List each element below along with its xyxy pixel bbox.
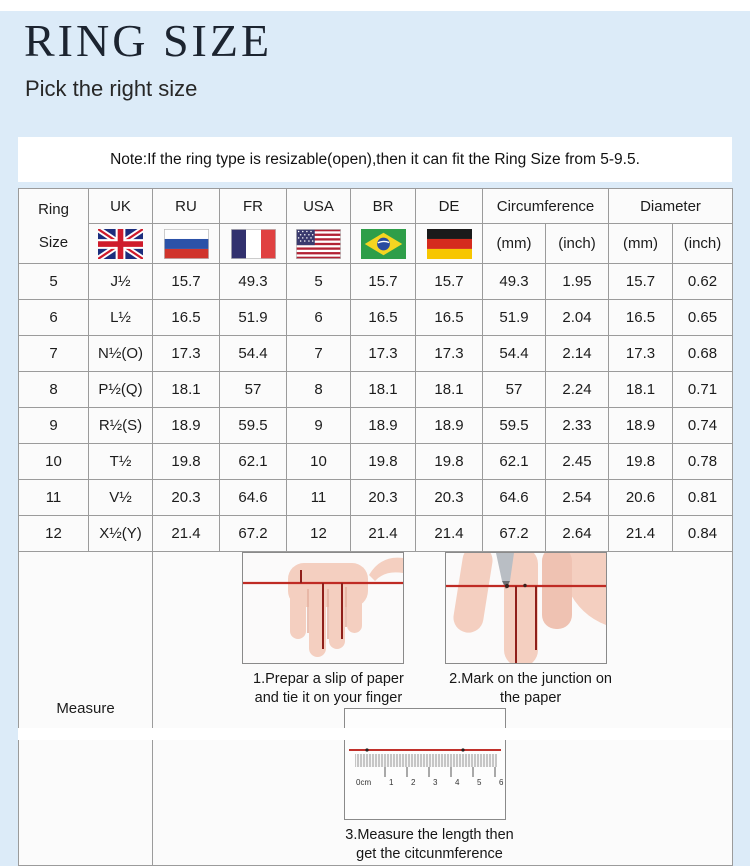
cell-br: 17.3: [351, 336, 416, 372]
header-diameter-inch: (inch): [673, 224, 733, 264]
header-br: BR: [351, 189, 416, 224]
cell-circumference-mm: 67.2: [483, 516, 546, 552]
cell-usa: 9: [287, 408, 351, 444]
cell-diameter-inch: 0.81: [673, 480, 733, 516]
cell-usa: 10: [287, 444, 351, 480]
table-row: [19, 264, 733, 300]
uk-flag-cell: [89, 224, 153, 264]
cell-usa: 8: [287, 372, 351, 408]
usa-flag-cell: [287, 224, 351, 264]
ruler-label-4: 4: [454, 778, 459, 788]
br-flag-cell: [351, 224, 416, 264]
cell-fr: 64.6: [220, 480, 287, 516]
header-de: DE: [416, 189, 483, 224]
ruler-label-6: 6: [498, 778, 503, 788]
top-white-strip: [0, 0, 750, 11]
header-ring-size-line2: Size: [38, 234, 69, 251]
cell-ru: 18.1: [153, 372, 220, 408]
header-uk: UK: [89, 189, 153, 224]
cell-br: 20.3: [351, 480, 416, 516]
cell-fr: 59.5: [220, 408, 287, 444]
ruler-label-3: 3: [432, 778, 437, 788]
ruler-illustration: [344, 708, 506, 820]
cell-diameter-mm: 18.1: [609, 372, 673, 408]
step-2-caption: 2.Mark on the junction on the paper: [449, 671, 612, 707]
table-row: [19, 372, 733, 408]
cell-de: 16.5: [416, 300, 483, 336]
uk-flag-icon: [98, 229, 143, 259]
ruler-label-5: 5: [476, 778, 481, 788]
header-circumference-inch: (inch): [546, 224, 609, 264]
cell-br: 18.9: [351, 408, 416, 444]
cell-circumference-inch: 1.95: [546, 264, 609, 300]
measure-step-1: [242, 552, 414, 708]
cell-diameter-inch: 0.65: [673, 300, 733, 336]
cell-ru: 15.7: [153, 264, 220, 300]
de-flag-cell: [416, 224, 483, 264]
cell-usa: 7: [287, 336, 351, 372]
header-circumference-mm: (mm): [483, 224, 546, 264]
cell-uk: R½(S): [89, 408, 153, 444]
cell-ru: 17.3: [153, 336, 220, 372]
cell-de: 15.7: [416, 264, 483, 300]
cell-ring-size: 12: [19, 516, 89, 552]
cell-circumference-mm: 51.9: [483, 300, 546, 336]
step-3-caption: 3.Measure the length then get the citcunmference: [345, 827, 514, 863]
header-fr: FR: [220, 189, 287, 224]
cell-br: 16.5: [351, 300, 416, 336]
measure-row: [19, 552, 733, 866]
cell-ring-size: 7: [19, 336, 89, 372]
cell-ring-size: 11: [19, 480, 89, 516]
header-ring-size-line1: Ring: [38, 201, 69, 218]
table-row: [19, 516, 733, 552]
table-row: [19, 300, 733, 336]
cell-diameter-mm: 18.9: [609, 408, 673, 444]
cell-fr: 67.2: [220, 516, 287, 552]
cell-br: 19.8: [351, 444, 416, 480]
bottom-white-strip: [18, 728, 732, 740]
cell-usa: 12: [287, 516, 351, 552]
cell-br: 15.7: [351, 264, 416, 300]
cell-circumference-inch: 2.04: [546, 300, 609, 336]
table-row: [19, 480, 733, 516]
cell-usa: 11: [287, 480, 351, 516]
cell-diameter-mm: 19.8: [609, 444, 673, 480]
cell-uk: T½: [89, 444, 153, 480]
mark-junction-illustration: [445, 552, 607, 664]
cell-fr: 51.9: [220, 300, 287, 336]
cell-de: 18.9: [416, 408, 483, 444]
table-header-row-2: [19, 224, 733, 264]
cell-diameter-inch: 0.71: [673, 372, 733, 408]
cell-diameter-mm: 15.7: [609, 264, 673, 300]
cell-fr: 54.4: [220, 336, 287, 372]
ring-size-table: [18, 188, 733, 866]
cell-ru: 16.5: [153, 300, 220, 336]
table-row: [19, 408, 733, 444]
header-diameter-mm: (mm): [609, 224, 673, 264]
cell-circumference-mm: 57: [483, 372, 546, 408]
measure-step-2: [445, 552, 617, 708]
cell-diameter-mm: 16.5: [609, 300, 673, 336]
table-header-row-1: [19, 189, 733, 224]
page-title: RING SIZE: [24, 15, 273, 66]
ruler-label-1: 1: [388, 778, 393, 788]
cell-fr: 62.1: [220, 444, 287, 480]
cell-diameter-inch: 0.74: [673, 408, 733, 444]
cell-diameter-mm: 21.4: [609, 516, 673, 552]
note-banner: [18, 137, 732, 182]
cell-circumference-mm: 59.5: [483, 408, 546, 444]
fr-flag-icon: [231, 229, 276, 259]
ruler-label-2: 2: [410, 778, 415, 788]
cell-ru: 21.4: [153, 516, 220, 552]
cell-de: 17.3: [416, 336, 483, 372]
cell-diameter-inch: 0.84: [673, 516, 733, 552]
cell-fr: 57: [220, 372, 287, 408]
cell-uk: N½(O): [89, 336, 153, 372]
cell-ring-size: 10: [19, 444, 89, 480]
usa-flag-icon: [296, 229, 341, 259]
cell-ring-size: 5: [19, 264, 89, 300]
cell-circumference-mm: 54.4: [483, 336, 546, 372]
cell-uk: P½(Q): [89, 372, 153, 408]
cell-circumference-mm: 64.6: [483, 480, 546, 516]
step-1-caption: 1.Prepar a slip of paper and tie it on your finger: [253, 671, 404, 707]
cell-diameter-mm: 20.6: [609, 480, 673, 516]
cell-br: 18.1: [351, 372, 416, 408]
cell-br: 21.4: [351, 516, 416, 552]
cell-circumference-inch: 2.45: [546, 444, 609, 480]
ru-flag-cell: [153, 224, 220, 264]
cell-ring-size: 6: [19, 300, 89, 336]
cell-de: 18.1: [416, 372, 483, 408]
header-usa: USA: [287, 189, 351, 224]
cell-circumference-inch: 2.54: [546, 480, 609, 516]
note-text: Note:If the ring type is resizable(open),then it can fit the Ring Size from 5-9.5.: [110, 150, 640, 168]
cell-de: 19.8: [416, 444, 483, 480]
cell-circumference-inch: 2.24: [546, 372, 609, 408]
fr-flag-cell: [220, 224, 287, 264]
cell-fr: 49.3: [220, 264, 287, 300]
de-flag-icon: [427, 229, 472, 259]
header-ru: RU: [153, 189, 220, 224]
header-diameter: Diameter: [609, 189, 733, 224]
cell-diameter-mm: 17.3: [609, 336, 673, 372]
measure-label: Measure: [19, 552, 153, 866]
cell-circumference-inch: 2.64: [546, 516, 609, 552]
cell-diameter-inch: 0.78: [673, 444, 733, 480]
cell-ru: 18.9: [153, 408, 220, 444]
ru-flag-icon: [164, 229, 209, 259]
cell-de: 20.3: [416, 480, 483, 516]
measure-steps-area: [153, 552, 733, 866]
ruler-label-0: 0cm: [355, 778, 371, 788]
cell-ru: 19.8: [153, 444, 220, 480]
hand-string-illustration: [242, 552, 404, 664]
cell-uk: L½: [89, 300, 153, 336]
cell-ru: 20.3: [153, 480, 220, 516]
cell-circumference-inch: 2.33: [546, 408, 609, 444]
cell-usa: 5: [287, 264, 351, 300]
cell-uk: J½: [89, 264, 153, 300]
cell-circumference-mm: 49.3: [483, 264, 546, 300]
cell-ring-size: 9: [19, 408, 89, 444]
page-subtitle: Pick the right size: [25, 76, 198, 101]
header-circumference: Circumference: [483, 189, 609, 224]
cell-diameter-inch: 0.62: [673, 264, 733, 300]
table-row: [19, 336, 733, 372]
cell-uk: V½: [89, 480, 153, 516]
cell-diameter-inch: 0.68: [673, 336, 733, 372]
header-ring-size: [19, 189, 89, 264]
cell-ring-size: 8: [19, 372, 89, 408]
table-row: [19, 444, 733, 480]
br-flag-icon: [361, 229, 406, 259]
cell-circumference-mm: 62.1: [483, 444, 546, 480]
cell-de: 21.4: [416, 516, 483, 552]
cell-uk: X½(Y): [89, 516, 153, 552]
cell-circumference-inch: 2.14: [546, 336, 609, 372]
cell-usa: 6: [287, 300, 351, 336]
